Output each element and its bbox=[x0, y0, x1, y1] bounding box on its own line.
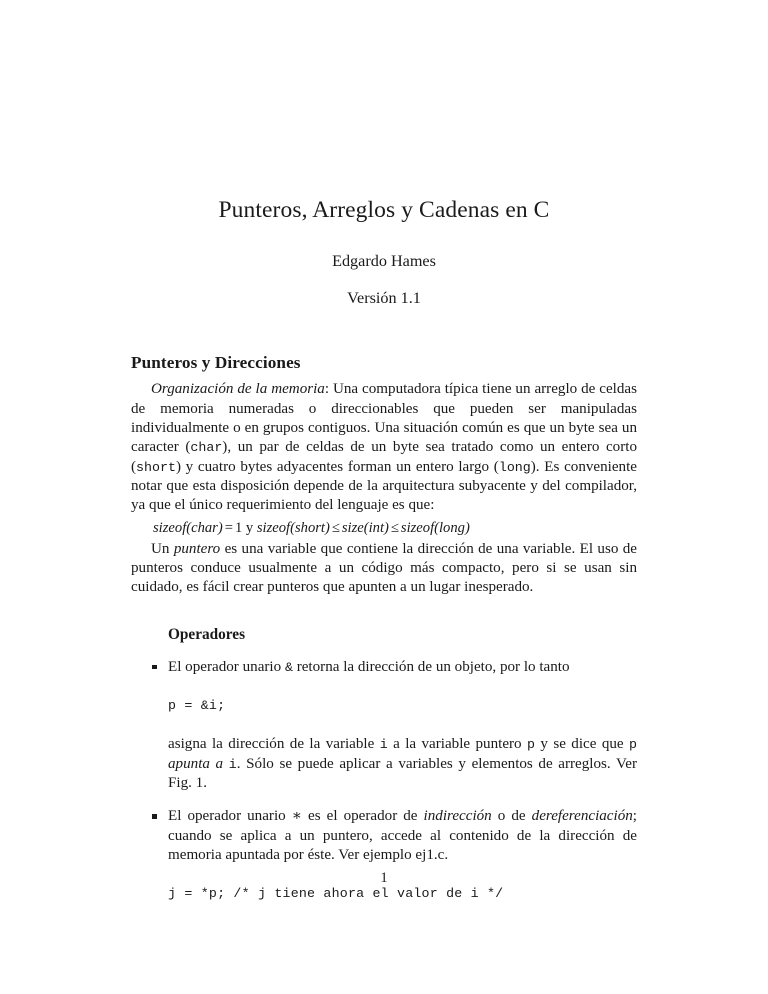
italic-dereferenciacion: dereferenciación bbox=[531, 808, 633, 825]
operadores-list bbox=[131, 644, 637, 906]
formula-part-3: sizeof(short) bbox=[256, 519, 330, 536]
formula-le-2: ≤ bbox=[390, 519, 399, 536]
formula-sizeof-constraints bbox=[131, 516, 637, 540]
paragraph-text-d: ). Es conveniente notar que esta disposición depende de la arquitectura subyacente y del compilador, ya que el único requerimiento del lenguaje es que: bbox=[131, 458, 637, 514]
inline-code-p-1: p bbox=[527, 737, 535, 753]
document-version: Versión 1.1 bbox=[347, 289, 421, 308]
inline-code-i-1: i bbox=[379, 737, 388, 753]
formula-part-2: 1 bbox=[234, 519, 243, 536]
item-1-after-b: a la variable puntero bbox=[387, 736, 528, 753]
inline-code-ampersand: & bbox=[284, 659, 293, 675]
section-heading-punteros-y-direcciones: Punteros y Direcciones bbox=[131, 353, 301, 373]
inline-code-i-2: i bbox=[228, 756, 237, 772]
item-2-text-c: o de bbox=[491, 808, 532, 825]
item-1-explanation bbox=[168, 718, 637, 793]
paragraph2-text-a: Un bbox=[151, 540, 174, 557]
paragraph-definicion-puntero bbox=[131, 540, 637, 598]
list-item bbox=[131, 644, 637, 793]
item-1-text-b: retorna la dirección de un objeto, por lo tanto bbox=[292, 658, 570, 675]
formula-part-1: sizeof(char) bbox=[153, 519, 223, 536]
item-1-after-c: y se dice que bbox=[535, 736, 630, 753]
formula-conj-y: y bbox=[245, 519, 254, 536]
list-item bbox=[131, 793, 637, 906]
inline-code-long: long bbox=[498, 459, 531, 475]
paragraph-organizacion-memoria bbox=[131, 373, 637, 515]
page-number: 1 bbox=[380, 870, 388, 886]
paragraph-text-b: ), un par de celdas de un byte sea tratado como un entero corto ( bbox=[131, 439, 637, 475]
item-2-text-b: es el operador de bbox=[302, 808, 424, 825]
formula-part-4: size(int) bbox=[341, 519, 389, 536]
document-title: Punteros, Arreglos y Cadenas en C bbox=[218, 197, 550, 223]
item-1-after-f: . Sólo se puede aplicar a variables y elementos de arreglos. Ver Fig. 1. bbox=[168, 755, 637, 791]
item-2-text-d: ; cuando se aplica a un puntero, accede al contenido de la dirección de memoria apuntada por éste. Ver ejemplo ej1.c. bbox=[168, 808, 637, 863]
italic-apunta-a: apunta a bbox=[168, 755, 224, 772]
code-block-dereference: j = *p; /* j tiene ahora el valor de i */ bbox=[168, 886, 504, 902]
inline-code-p-2: p bbox=[629, 737, 638, 753]
inline-code-short: short bbox=[136, 459, 176, 475]
document-author: Edgardo Hames bbox=[332, 252, 436, 271]
subsection-heading-operadores: Operadores bbox=[168, 625, 246, 643]
lead-in-italic: Organización de la memoria bbox=[151, 381, 325, 398]
bullet-square-icon bbox=[152, 665, 157, 670]
inline-code-char: char bbox=[190, 440, 223, 456]
page-content bbox=[131, 196, 637, 906]
item-2-text bbox=[168, 807, 637, 865]
item-1-after-a: asigna la dirección de la variable bbox=[168, 736, 380, 753]
bullet-square-icon bbox=[152, 814, 157, 819]
item-2-text-a: El operador unario bbox=[168, 808, 292, 825]
code-block-assign-address: p = &i; bbox=[168, 698, 226, 714]
item-1-text-a: El operador unario bbox=[168, 658, 285, 675]
formula-equals: = bbox=[224, 519, 233, 536]
item-1-text bbox=[168, 658, 637, 677]
formula-part-5: sizeof(long) bbox=[400, 519, 470, 536]
paragraph-text-c: ) y cuatro bytes adyacentes forman un entero largo ( bbox=[175, 458, 499, 475]
formula-le-1: ≤ bbox=[331, 519, 340, 536]
paragraph-text-a: : Una computadora típica tiene un arreglo de celdas de memoria numeradas o direccionables que pueden ser manipuladas individualmente o en grupos contiguos. Una situación común es que un byte sea un caracter ( bbox=[131, 381, 637, 456]
paragraph2-text-b: es una variable que contiene la dirección de una variable. El uso de punteros conduce usualmente a un código más compacto, pero si se usan sin cuidado, es fácil crear punteros que apunten a un lugar inesperado. bbox=[131, 540, 637, 596]
operator-star-glyph: ∗ bbox=[291, 808, 302, 825]
italic-puntero: puntero bbox=[173, 540, 221, 557]
italic-indireccion: indirección bbox=[423, 808, 492, 825]
